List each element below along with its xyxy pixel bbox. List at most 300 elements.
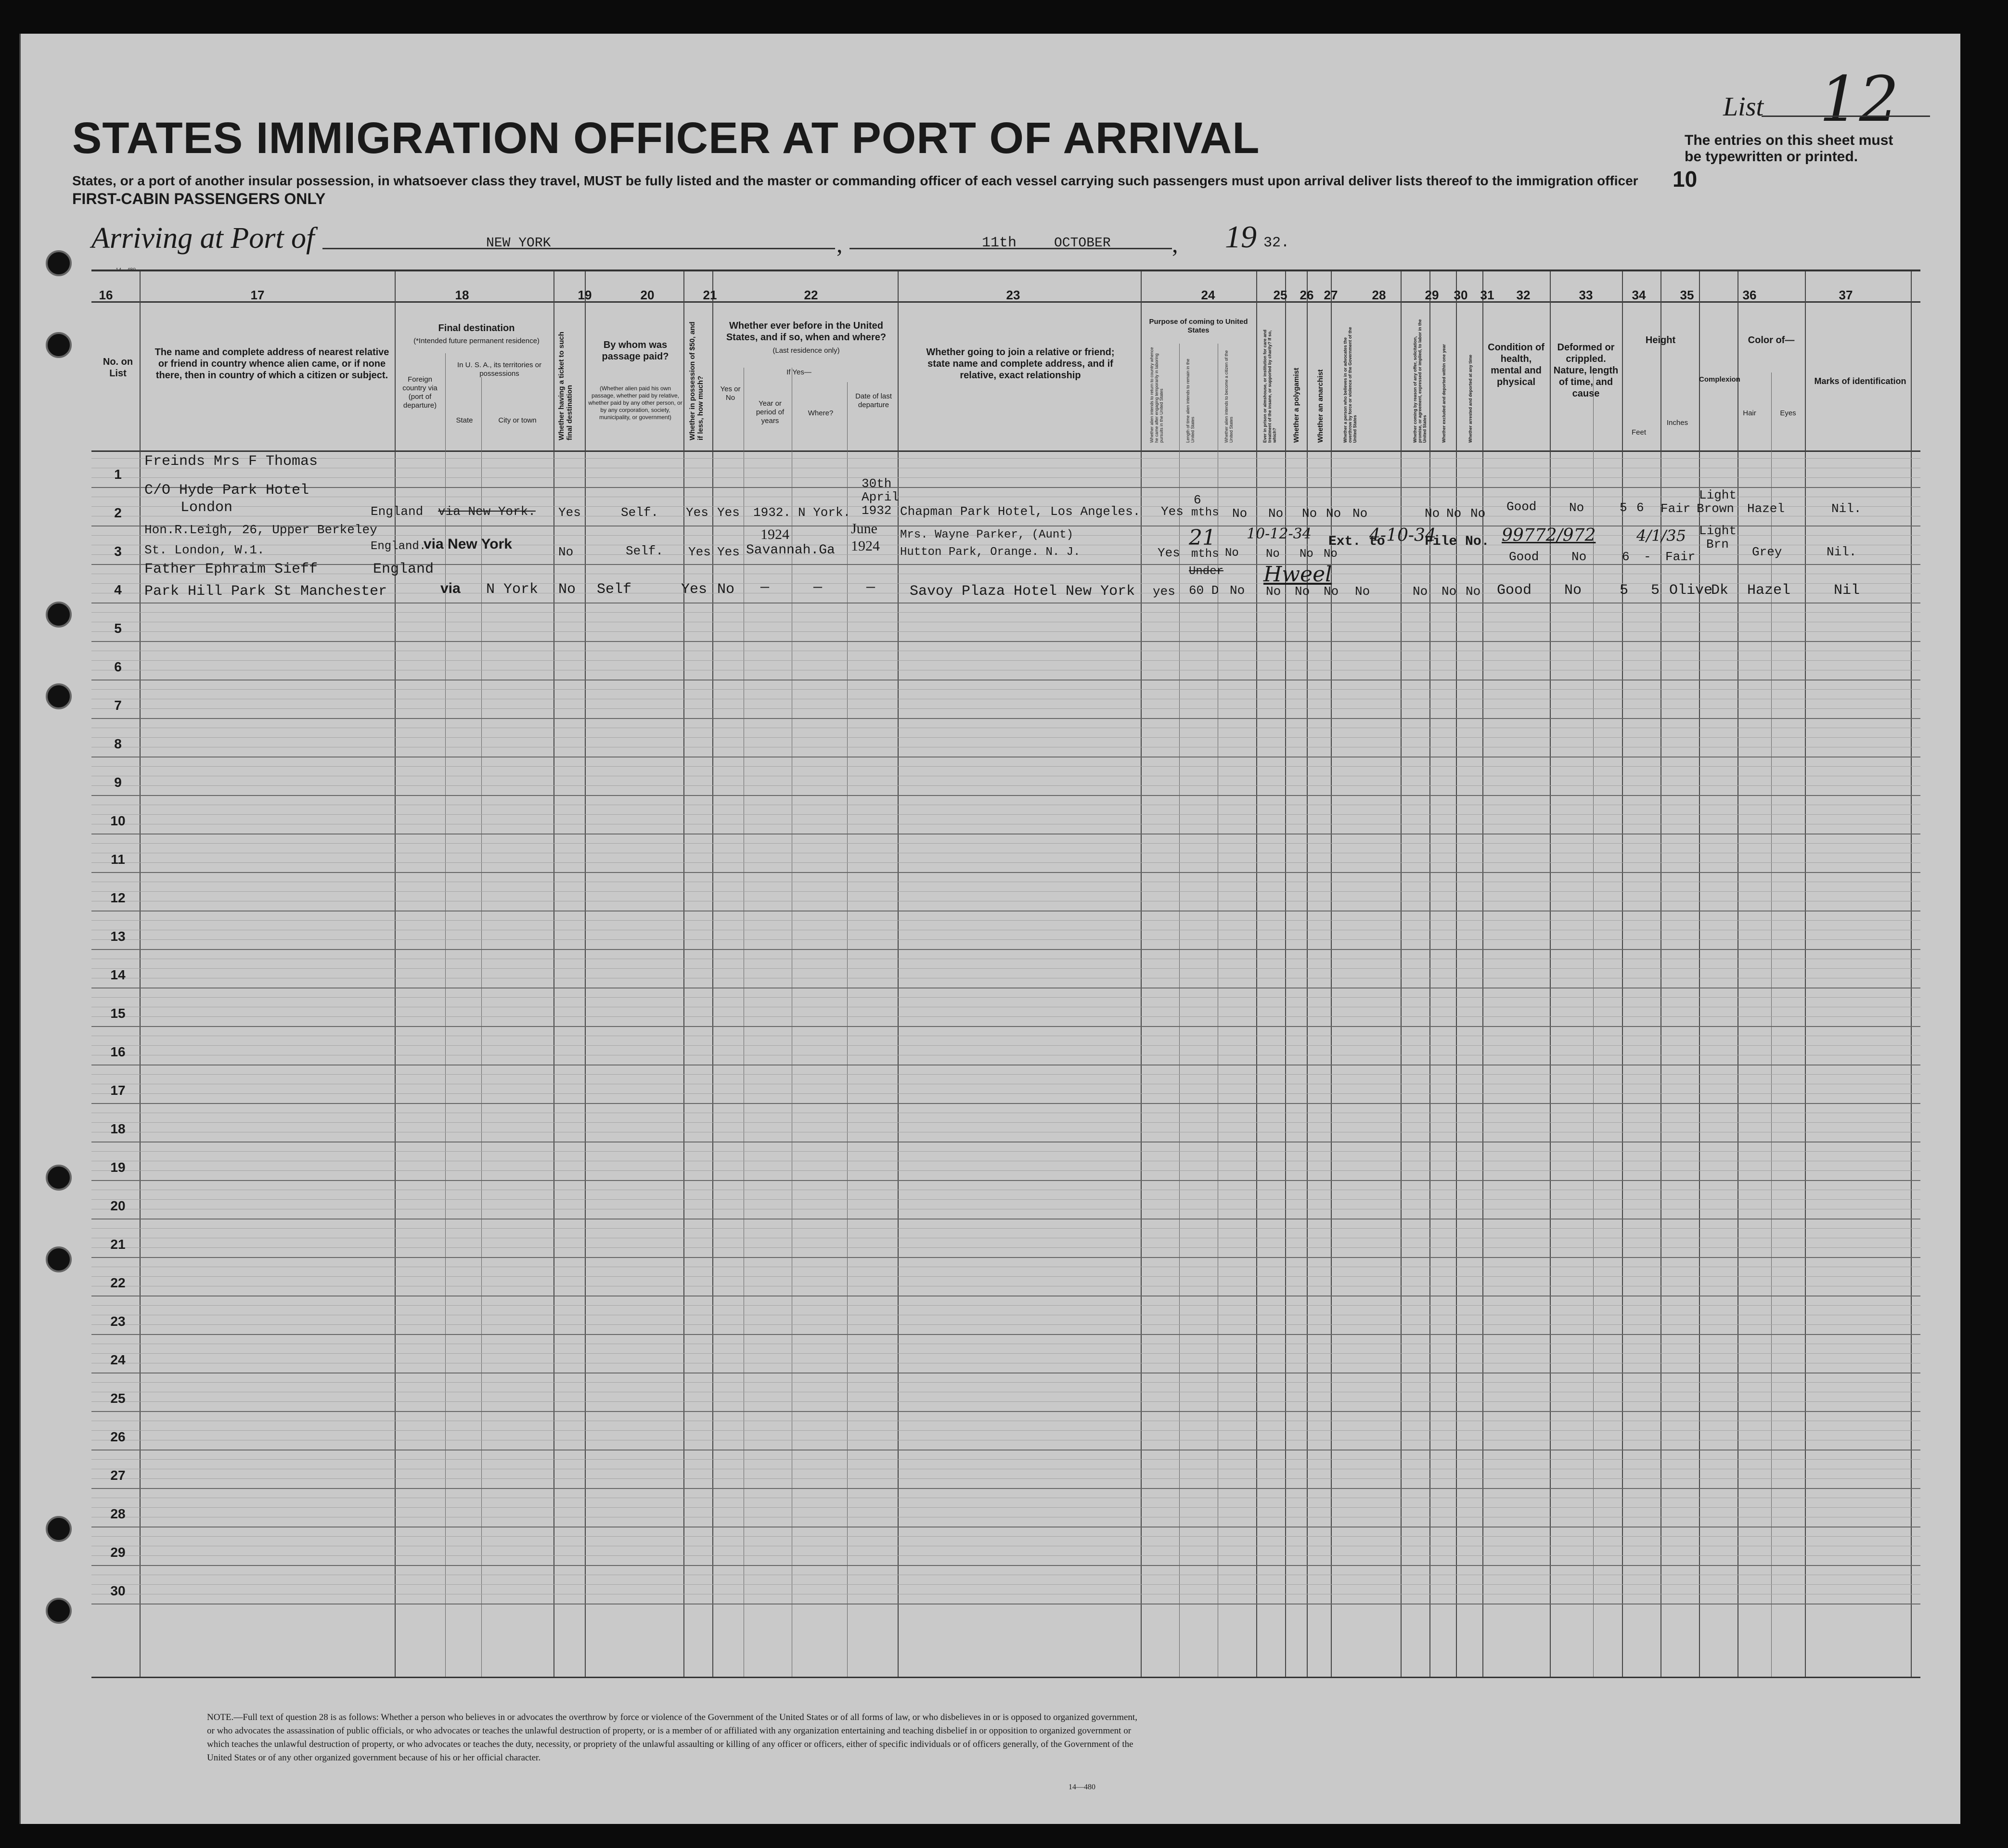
row-rule — [91, 1507, 1920, 1508]
column-number: 32 — [1516, 288, 1531, 302]
header-ever-before-sub: (Last residence only) — [772, 346, 840, 355]
r2-where: Savannah.Ga — [746, 543, 835, 558]
row-number: 17 — [110, 1083, 126, 1098]
row-rule — [91, 612, 1920, 613]
row-rule — [91, 1459, 1920, 1460]
row-rule — [91, 1584, 1920, 1585]
row-number: 11 — [111, 852, 125, 867]
header-deformed: Deformed or crippled. Nature, length of time, and cause — [1553, 342, 1619, 399]
row-rule — [91, 689, 1920, 690]
header-purpose-a: Whether alien intends to return to country whence he came after engaging temporarily in laboring pursuits in the United States — [1149, 347, 1164, 443]
header-purpose-b: Length of time alien intends to remain in the United States — [1185, 359, 1195, 443]
row-rule — [91, 1478, 1920, 1479]
header-foreign-country: Foreign country via (port of departure) — [402, 375, 438, 410]
column-number: 33 — [1579, 288, 1593, 302]
header-final-destination: Final destination — [438, 323, 515, 334]
r1-hair-2: Brown — [1697, 501, 1735, 516]
header-ever-before: Whether ever before in the United States, and if so, when and where? — [726, 321, 887, 343]
header-purpose: Purpose of coming to United States — [1149, 318, 1248, 334]
r3-length-2: 60 D — [1189, 583, 1219, 598]
r2-date-2: 1924 — [851, 538, 880, 554]
row-rule — [91, 1305, 1920, 1306]
row-rule — [91, 1555, 1920, 1556]
row-rule — [91, 1151, 1920, 1152]
list-number: 12 — [1819, 63, 1899, 136]
row-number: 21 — [110, 1237, 126, 1252]
header-eyes: Eyes — [1780, 409, 1796, 417]
r1-marks: Nil. — [1831, 501, 1862, 516]
r1-date-3: 1932 — [862, 503, 892, 518]
r3-q29: No — [1413, 584, 1428, 599]
r1-feet: 5 — [1620, 500, 1627, 515]
header-marks: Marks of identification — [1814, 376, 1906, 386]
r1-deformed: No — [1569, 500, 1584, 515]
row-rule — [91, 737, 1920, 738]
r1-length-1: 6 — [1194, 493, 1201, 507]
header-where: Where? — [808, 409, 834, 417]
header-last-departure: Date of last departure — [855, 392, 892, 409]
list-number-line — [1762, 116, 1930, 117]
row-rule — [91, 891, 1920, 892]
port-value: NEW YORK — [486, 236, 551, 251]
column-number: 26 — [1300, 288, 1314, 302]
col-rule — [1307, 271, 1308, 1677]
header-city: City or town — [498, 416, 537, 424]
r3-addr-1: Father Ephraim Sieff — [144, 561, 318, 578]
arrival-month: OCTOBER — [1054, 236, 1111, 251]
col-rule — [1256, 271, 1257, 1677]
header-inches: Inches — [1666, 419, 1688, 427]
column-number: 34 — [1632, 288, 1646, 302]
column-number: 22 — [804, 288, 818, 302]
row-rule — [91, 1276, 1920, 1277]
r3-hand: Hweel — [1263, 562, 1332, 587]
r2-file: File No. — [1425, 534, 1490, 549]
header-polygamist: Whether a polygamist — [1292, 368, 1300, 443]
r1-where: N York. — [798, 505, 851, 520]
r2-ticket: No — [558, 545, 574, 559]
header-passage-paid-sub: (Whether alien paid his own passage, whether paid by relative, whether paid by any other person, or by any corporation, society, municipality, or government) — [588, 385, 682, 421]
header-feet: Feet — [1631, 428, 1646, 436]
row-rule — [91, 785, 1920, 786]
r3-citizen: No — [1230, 583, 1245, 598]
r3-hair: Dk — [1711, 582, 1729, 599]
header-q28: Whether a person who believes in or advocates the overthrow by force or violence of the Government of the United States — [1343, 327, 1357, 443]
r3-addr-2: Park Hill Park St Manchester — [144, 583, 387, 600]
port-line — [322, 248, 835, 249]
r3-health: Good — [1497, 582, 1532, 599]
row-rule — [91, 1353, 1920, 1354]
row-rule — [91, 458, 1920, 459]
row-rule — [91, 1411, 1920, 1412]
r3-paid: Self — [597, 581, 632, 598]
r3-purpose: yes — [1153, 584, 1175, 599]
r2-paid: Self. — [626, 544, 664, 558]
column-number: 27 — [1324, 288, 1338, 302]
row-rule — [91, 920, 1920, 921]
r2-date-1: June — [851, 521, 877, 537]
r1-inches: 6 — [1636, 500, 1644, 515]
column-number: 19 — [578, 288, 592, 302]
col-rule — [1401, 271, 1402, 1677]
row-rule — [91, 1103, 1920, 1104]
row-number: 8 — [114, 736, 122, 751]
r2-inches: - — [1644, 550, 1651, 564]
header-health: Condition of health, mental and physical — [1488, 342, 1545, 387]
r1-paid: Self. — [621, 505, 659, 520]
col-rule — [847, 382, 848, 1677]
header-nearest-relative: The name and complete address of nearest relative or friend in country whence alien came, or if none there, then in country of which a citizen or subject. — [154, 347, 389, 381]
row-rule — [91, 1122, 1920, 1123]
col-rule — [553, 271, 554, 1677]
column-number: 31 — [1480, 288, 1494, 302]
r3-feet: 5 — [1620, 582, 1629, 599]
col-rule — [683, 271, 684, 1677]
col-rule — [1771, 372, 1772, 1677]
header-final-destination-sub: (*Intended future permanent residence) — [413, 337, 540, 345]
r3-join: Savoy Plaza Hotel New York — [910, 583, 1135, 600]
r2-hair-2: Brn — [1706, 537, 1729, 552]
r1-addr-2: C/O Hyde Park Hotel — [144, 482, 309, 499]
column-number: 36 — [1742, 288, 1757, 302]
row-number: 22 — [110, 1275, 126, 1290]
r3-marks: Nil — [1834, 582, 1860, 599]
r3-dash-3: — — [866, 579, 875, 596]
row-number: 9 — [114, 775, 122, 790]
row-rule — [91, 641, 1920, 642]
col-rule — [1622, 271, 1623, 1677]
row-rule — [91, 949, 1920, 950]
r2-eyes: Grey — [1752, 545, 1782, 559]
row-number: 24 — [110, 1352, 126, 1367]
r1-polygamist: No — [1302, 506, 1317, 521]
r2-addr-1: Hon.R.Leigh, 26, Upper Berkeley — [144, 523, 377, 537]
arriving-label: Arriving at Port of — [91, 222, 315, 255]
row-number: 19 — [110, 1160, 126, 1175]
binder-hole — [46, 332, 72, 358]
r3-q30: No — [1442, 584, 1457, 599]
col-rule — [1699, 271, 1700, 1677]
list-label: List — [1723, 92, 1764, 122]
r1-date-1: 30th — [862, 476, 892, 491]
column-number: 20 — [640, 288, 655, 302]
header-ticket: Whether having a ticket to such final destination — [557, 332, 574, 440]
r1-year: 1932. — [753, 505, 791, 520]
r2-no-b: No — [1300, 548, 1313, 561]
row-number: 12 — [110, 890, 126, 905]
col-rule — [1285, 271, 1286, 1677]
col-rule — [1911, 271, 1912, 1677]
row-rule — [91, 1093, 1920, 1094]
column-number: 16 — [99, 288, 113, 302]
column-number: 37 — [1839, 288, 1853, 302]
r3-via: via — [440, 580, 461, 596]
r2-no-c: No — [1324, 548, 1338, 561]
row-number: 20 — [110, 1198, 126, 1213]
header-prison: Ever in prison or almshouse, or institution for care and treatment of the insane, or supported by charity? If so, which? — [1262, 329, 1277, 443]
row-rule — [91, 997, 1920, 998]
col-rule — [395, 271, 396, 1677]
row-rule — [91, 1170, 1920, 1171]
row-rule — [91, 814, 1920, 815]
r1-purpose: Yes — [1161, 504, 1184, 519]
row-number: 26 — [110, 1429, 126, 1444]
header-year-period: Year or period of years — [756, 399, 785, 425]
r1-before: Yes — [717, 505, 740, 520]
manifest-grid — [91, 270, 1920, 1678]
col-rule — [140, 271, 141, 1677]
row-number: 7 — [114, 698, 122, 713]
row-number: 10 — [110, 813, 126, 828]
r3-prison: No — [1266, 584, 1281, 599]
col-rule — [1550, 271, 1551, 1677]
row-rule — [91, 708, 1920, 709]
arrival-day: 11th — [982, 235, 1017, 251]
column-number: 24 — [1201, 288, 1215, 302]
row-number: 27 — [110, 1468, 126, 1483]
r3-q31: No — [1466, 584, 1481, 599]
col-rule — [1141, 271, 1142, 1677]
r3-eyes: Hazel — [1747, 582, 1791, 599]
row-rule — [91, 1074, 1920, 1075]
intro-text: States, or a port of another insular possession, in whatsoever class they travel, MUST be fully listed and the master or commanding officer of each vessel carrying such passengers must upon arrival deliver lists thereof to the immigration officer — [72, 173, 1638, 188]
header-yes-no: Yes or No — [720, 385, 741, 402]
row-rule — [91, 862, 1920, 863]
r2-ext: Ext. to — [1328, 534, 1385, 549]
year-prefix: 19 — [1225, 219, 1257, 255]
year-suffix: 32. — [1263, 235, 1290, 251]
r3-dash-2: — — [813, 579, 823, 596]
header-if-yes: If Yes— — [786, 368, 811, 376]
column-number: 17 — [250, 288, 265, 302]
r3-q28: No — [1355, 584, 1370, 599]
row-rule — [91, 1257, 1920, 1258]
row-number: 25 — [110, 1391, 126, 1406]
r1-hair-1: Light — [1699, 488, 1737, 502]
header-hair: Hair — [1743, 409, 1756, 417]
row-rule — [91, 1488, 1920, 1489]
r1-prison: No — [1268, 506, 1284, 521]
col-rule — [1660, 271, 1661, 1677]
row-number: 30 — [110, 1583, 126, 1598]
r3-inches: 5 — [1651, 582, 1660, 599]
r2-hand-3: 99772/972 — [1502, 526, 1596, 545]
r1-citizen: No — [1232, 506, 1248, 521]
header-q29: Whether coming by reason of any offer, solicitation, promise, or agreement, expressed or implied, to labor in the United States — [1413, 319, 1427, 443]
page-title: STATES IMMIGRATION OFFICER AT PORT OF ARRIVAL — [72, 114, 1260, 163]
r3-city: N York — [486, 581, 539, 598]
column-number: 30 — [1454, 288, 1468, 302]
row-number: 18 — [110, 1121, 126, 1136]
row-rule — [91, 968, 1920, 969]
row-rule — [91, 1401, 1920, 1402]
rule — [91, 450, 1920, 452]
row-rule — [91, 1430, 1920, 1431]
r2-deformed: No — [1571, 550, 1587, 564]
r3-deformed: No — [1564, 582, 1582, 599]
row-number: 15 — [110, 1006, 126, 1021]
row-rule — [91, 631, 1920, 632]
col-rule — [1482, 271, 1483, 1677]
r1-q30: No — [1446, 506, 1462, 521]
r2-before: Yes — [717, 545, 740, 559]
row-rule — [91, 939, 1920, 940]
col-rule — [1456, 271, 1457, 1677]
col-rule — [712, 271, 713, 1677]
column-number: 35 — [1680, 288, 1694, 302]
r2-via: via New York — [424, 536, 512, 552]
r1-addr-1: Freinds Mrs F Thomas — [144, 453, 318, 470]
r2-addr-2: St. London, W.1. — [144, 543, 265, 557]
row-rule — [91, 1026, 1920, 1027]
r2-health: Good — [1509, 550, 1539, 564]
r2-feet: 6 — [1622, 550, 1630, 564]
row-rule — [91, 1228, 1920, 1229]
header-height: Height — [1645, 335, 1676, 346]
r2-purpose: Yes — [1158, 546, 1180, 560]
r2-hand-2: 4-10-34 — [1369, 526, 1436, 545]
row-rule — [91, 477, 1920, 478]
comma: , — [837, 231, 843, 257]
r1-money: Yes — [686, 505, 708, 520]
row-rule — [91, 795, 1920, 796]
header-anarchist: Whether an anarchist — [1316, 369, 1325, 443]
r1-q28: No — [1352, 506, 1368, 521]
row-rule — [91, 487, 1920, 488]
footnote: NOTE.—Full text of question 28 is as follows: Whether a person who believes in or advocates the overthrow by force or violence of the Government of the United States or of all forms of law, or who disbelieves in or is opposed to organized government, or who advocates the assassination of public officials, or who advocates or teaches the unlawful destruction of property, or is a member of or affiliated with any organization entertaining and teaching disbelief in or opposition to organized government or which teaches the unlawful destruction of property, or who advocates or teaches the duty, necessity, or propriety of the unlawful assaulting or killing of any officer or officers, either of specific individuals or of officers generally, of the Government of the United States or of any other organized government because of his or her official character. — [207, 1712, 1137, 1763]
r3-money: Yes — [681, 581, 708, 598]
r1-q31: No — [1470, 506, 1486, 521]
binder-hole — [46, 602, 72, 628]
row-rule — [91, 1334, 1920, 1335]
row-number: 5 — [114, 621, 122, 636]
row-number: 14 — [110, 967, 126, 982]
binder-hole — [46, 1598, 72, 1624]
row-rule — [91, 718, 1920, 719]
r2-join-2: Hutton Park, Orange. N. J. — [900, 546, 1081, 559]
row-rule — [91, 1565, 1920, 1566]
r3-before: No — [717, 581, 735, 598]
r2-no-a: No — [1266, 548, 1280, 561]
r1-date-2: April — [862, 490, 900, 504]
col-rule — [1805, 271, 1806, 1677]
header-color: Color of— — [1748, 335, 1795, 346]
header-state: State — [456, 416, 473, 424]
column-number: 21 — [703, 288, 717, 302]
row-rule — [91, 1199, 1920, 1200]
row-rule — [91, 1536, 1920, 1537]
r1-health: Good — [1506, 500, 1537, 514]
row-number: 1 — [114, 467, 122, 482]
row-rule — [91, 1045, 1920, 1046]
column-number: 23 — [1006, 288, 1020, 302]
form-number: 14—480 — [1068, 1783, 1095, 1791]
r1-join: Chapman Park Hotel, Los Angeles. — [900, 504, 1141, 519]
header-purpose-c: Whether alien intends to become a citizen of the United States — [1224, 350, 1234, 443]
row-rule — [91, 660, 1920, 661]
header-complexion: Complexion — [1699, 375, 1740, 384]
column-number: 29 — [1425, 288, 1439, 302]
row-number: 3 — [114, 544, 122, 559]
r1-anarchist: No — [1326, 506, 1341, 521]
comma: , — [1172, 231, 1178, 257]
row-rule — [91, 1016, 1920, 1017]
row-rule — [91, 1247, 1920, 1248]
column-number: 28 — [1372, 288, 1386, 302]
r3-length-1: Under — [1189, 565, 1224, 578]
r1-complexion: Fair — [1660, 501, 1691, 516]
r1-addr-3: London — [180, 500, 233, 516]
binder-hole — [46, 1516, 72, 1542]
r2-length-2: mths — [1191, 548, 1219, 561]
r3-foreign: England — [373, 561, 434, 578]
r2-hand-4: 4/1/35 — [1636, 526, 1686, 545]
r2-foreign: England. — [371, 540, 426, 553]
r1-eyes: Hazel — [1747, 501, 1785, 516]
row-rule — [91, 1180, 1920, 1181]
r2-hand-1: 10-12-34 — [1247, 526, 1312, 542]
row-number: 13 — [110, 929, 126, 944]
header-join-relative: Whether going to join a relative or friend; state name and complete address, and if relative, exact relationship — [926, 347, 1115, 381]
r2-money: Yes — [688, 545, 711, 559]
r3-polygamist: No — [1295, 584, 1310, 599]
row-rule — [91, 1324, 1920, 1325]
col-rule — [585, 271, 586, 1677]
header-in-usa: In U. S. A., its territories or possessions — [457, 361, 542, 378]
header-no-on-list: No. on List — [103, 357, 133, 379]
r2-citizen: No — [1225, 547, 1239, 560]
r2-year: 1924 — [760, 526, 789, 542]
r2-marks: Nil. — [1827, 545, 1857, 559]
r1-ticket: Yes — [558, 505, 581, 520]
first-cabin-label: FIRST-CABIN PASSENGERS ONLY — [72, 190, 326, 207]
row-rule — [91, 843, 1920, 844]
form-code-top: 14—480 — [116, 266, 136, 273]
r2-length-1: 21 — [1189, 526, 1216, 550]
row-number: 28 — [110, 1506, 126, 1521]
row-number: 16 — [110, 1044, 126, 1059]
row-rule — [91, 872, 1920, 873]
row-number: 6 — [114, 659, 122, 674]
binder-hole — [46, 1165, 72, 1191]
r2-complexion: Fair — [1665, 550, 1696, 564]
r1-foreign: England — [371, 504, 424, 519]
row-number: 2 — [114, 505, 122, 520]
column-number: 18 — [455, 288, 469, 302]
r3-complexion: Olive — [1669, 582, 1713, 599]
row-number: 23 — [110, 1314, 126, 1329]
header-q31: Whether arrested and deported at any time — [1468, 354, 1473, 443]
header-passage-paid: By whom was passage paid? — [602, 340, 669, 362]
r3-ticket: No — [558, 581, 576, 598]
r3-anarchist: No — [1324, 584, 1339, 599]
col-rule — [898, 271, 899, 1677]
row-number: 29 — [110, 1545, 126, 1560]
row-number: 4 — [114, 582, 122, 597]
row-rule — [91, 564, 1920, 565]
r1-via: via New York. — [438, 504, 536, 519]
col-rule — [1179, 344, 1180, 1677]
binder-hole — [46, 1246, 72, 1272]
r2-hair-1: Light — [1699, 524, 1737, 538]
col-rule — [481, 377, 482, 1677]
col-rule — [1429, 271, 1430, 1677]
binder-hole — [46, 683, 72, 709]
r1-q29: No — [1425, 506, 1440, 521]
r3-dash-1: — — [760, 579, 770, 596]
row-rule — [91, 766, 1920, 767]
sheet-number: 10 — [1673, 167, 1698, 192]
